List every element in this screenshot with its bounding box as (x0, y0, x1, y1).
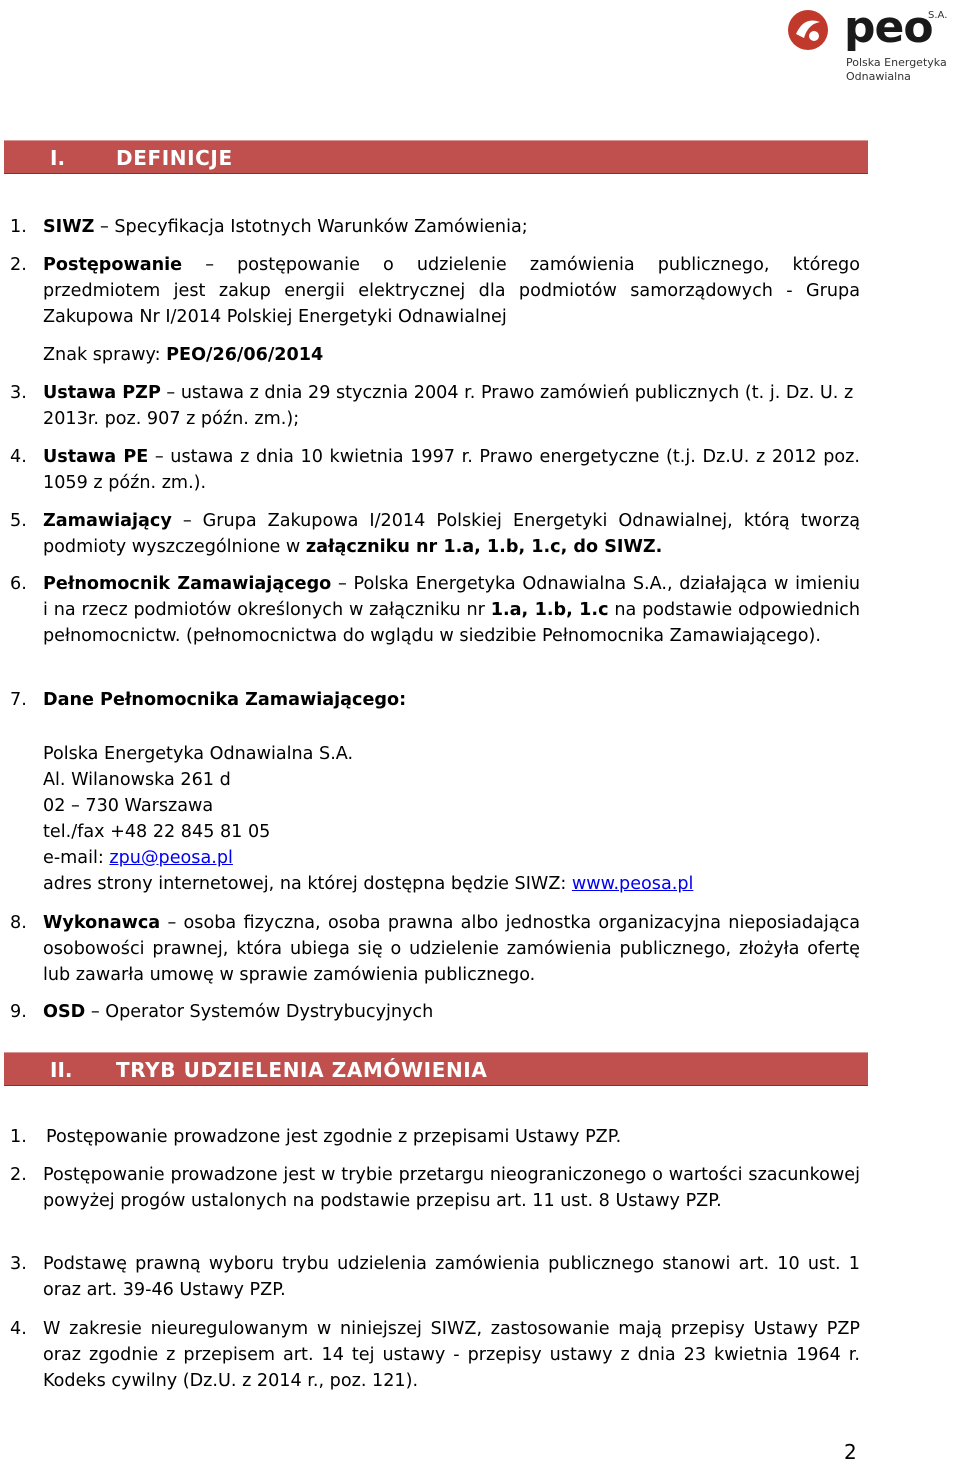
section-number: I. (50, 146, 66, 170)
term: Ustawa PZP (43, 383, 161, 403)
item-number: 6. (10, 574, 27, 594)
item-body (43, 910, 860, 988)
item-body: Postępowanie prowadzone jest w trybie przetargu nieograniczonego o wartości szacunkowej powyżej progów ustalonych na podstawie przepisu art. 11 ust. 8 Ustawy PZP. (43, 1165, 860, 1211)
email-label: e-mail: (43, 848, 110, 868)
case-sign-label: Znak sprawy: (43, 345, 167, 365)
section-header-tryb (4, 1052, 868, 1086)
definition-text: – ustawa z dnia 29 stycznia 2004 r. Prawo zamówień publicznych (t. j. Dz. U. z 2013r. poz. 907 z późn. zm.); (43, 383, 854, 429)
item-number: 4. (10, 447, 27, 467)
item-body (43, 508, 860, 560)
definition-text: – postępowanie o udzielenie zamówienia publicznego, którego przedmiotem jest zakup energii elektrycznej dla podmiotów samorządowych - Grupa Zakupowa Nr I/2014 Polskiej Energetyki Odnawialnej (43, 255, 860, 327)
item-number: 3. (10, 383, 27, 403)
item-body (43, 214, 860, 240)
case-sign (43, 342, 323, 368)
postal-city: 02 – 730 Warszawa (43, 796, 214, 816)
definition-text: – ustawa z dnia 10 kwietnia 1997 r. Prawo energetyczne (t.j. Dz.U. z 2012 poz. 1059 z późn. zm.). (43, 447, 860, 493)
item-body (43, 380, 860, 432)
attachment-ref: 1.a, 1.b, 1.c (490, 600, 609, 620)
section-title: TRYB UDZIELENIA ZAMÓWIENIA (116, 1058, 488, 1082)
definition-text: – Operator Systemów Dystrybucyjnych (85, 1002, 434, 1022)
item-body: Postępowanie prowadzone jest zgodnie z przepisami Ustawy PZP. (46, 1127, 622, 1147)
item-body (43, 999, 860, 1025)
logo-tagline-1: Polska Energetyka (846, 56, 947, 69)
section-title: DEFINICJE (116, 146, 233, 170)
email-line (43, 845, 233, 871)
item-number: 1. (10, 217, 27, 237)
page-number: 2 (844, 1440, 857, 1464)
term: Dane Pełnomocnika Zamawiającego: (43, 690, 407, 710)
item-number: 4. (10, 1319, 27, 1339)
logo-suffix: S.A. (928, 10, 948, 21)
term: Postępowanie (43, 255, 183, 275)
term: SIWZ (43, 217, 95, 237)
section-number: II. (50, 1058, 73, 1082)
logo-tagline-2: Odnawialna (846, 70, 911, 83)
email-link[interactable]: zpu@peosa.pl (109, 848, 233, 868)
item-body (43, 444, 860, 496)
item-number: 1. (10, 1127, 27, 1147)
item-number: 2. (10, 1165, 27, 1185)
term: Ustawa PE (43, 447, 149, 467)
website-link[interactable]: www.peosa.pl (571, 874, 694, 894)
item-body: W zakresie nieuregulowanym w niniejszej SIWZ, zastosowanie mają przepisy Ustawy PZP oraz zgodnie z przepisem art. 14 tej ustawy - przepisy ustawy z dnia 23 kwietnia 1964 r. Kodeks cywilny (Dz.U. z 2014 r., poz. 121). (43, 1319, 860, 1391)
item-number: 2. (10, 255, 27, 275)
term: Zamawiający (43, 511, 172, 531)
definition-text: – Specyfikacja Istotnych Warunków Zamówienia; (94, 217, 528, 237)
item-body (43, 571, 860, 649)
attachment-ref: załączniku nr 1.a, 1.b, 1.c, do SIWZ. (305, 537, 663, 557)
item-number: 9. (10, 1002, 27, 1022)
item-number: 5. (10, 511, 27, 531)
item-body (43, 252, 860, 330)
definition-text: – Grupa Zakupowa I/2014 Polskiej Energetyki Odnawialnej, którą tworzą podmioty wyszczególnione w (43, 511, 860, 557)
term: OSD (43, 1002, 86, 1022)
definition-text-b: na podstawie odpowiednich pełnomocnictw. (pełnomocnictwa do wglądu w siedzibie Pełnomocnika Zamawiającego). (43, 600, 860, 646)
phone-fax: tel./fax +48 22 845 81 05 (43, 822, 271, 842)
term: Wykonawca (43, 913, 161, 933)
case-sign-value: PEO/26/06/2014 (166, 345, 324, 365)
website-line (43, 871, 693, 897)
definition-text: – osoba fizyczna, osoba prawna albo jednostka organizacyjna nieposiadająca osobowości prawnej, która ubiega się o udzielenie zamówienia publicznego, złożyła ofertę lub zawarła umowę w sprawie zamówienia publicznego. (43, 913, 860, 985)
item-number: 8. (10, 913, 27, 933)
logo-brand: peo (844, 2, 933, 53)
company-name: Polska Energetyka Odnawialna S.A. (43, 744, 354, 764)
item-body: Podstawę prawną wyboru trybu udzielenia zamówienia publicznego stanowi art. 10 ust. 1 oraz art. 39-46 Ustawy PZP. (43, 1254, 860, 1300)
street-address: Al. Wilanowska 261 d (43, 770, 231, 790)
website-label: adres strony internetowej, na której dostępna będzie SIWZ: (43, 874, 572, 894)
definition-text-a: – Polska Energetyka Odnawialna S.A., działająca w imieniu i na rzecz podmiotów określonych w załączniku nr (43, 574, 860, 620)
peo-logo (786, 4, 958, 86)
item-number: 7. (10, 690, 27, 710)
section-header-definicje (4, 140, 868, 174)
item-number: 3. (10, 1254, 27, 1274)
term: Pełnomocnik Zamawiającego (43, 574, 332, 594)
